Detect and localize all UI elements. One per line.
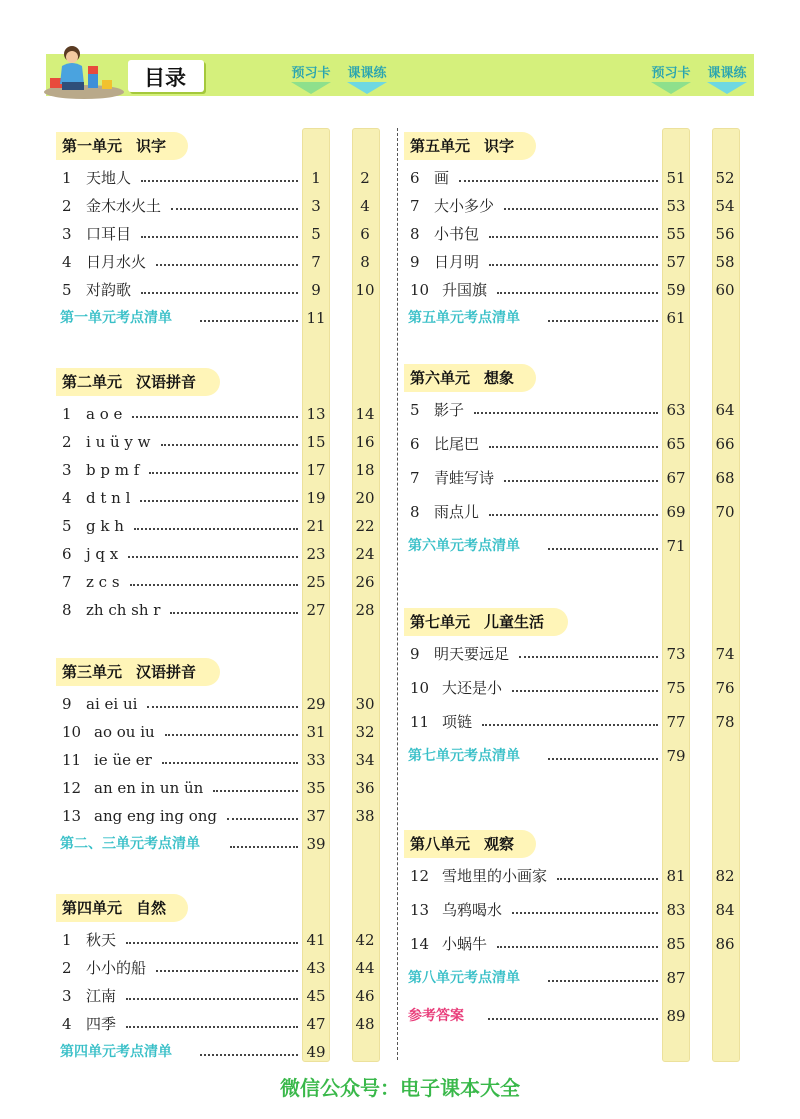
leader-dots <box>126 998 298 1000</box>
practice-page-number: 60 <box>715 281 735 299</box>
unit-number: 第一单元 <box>62 137 123 155</box>
unit-heading <box>404 608 568 636</box>
practice-page-number: 20 <box>355 489 375 507</box>
preview-page-number: 51 <box>666 169 686 187</box>
lesson-title: 青蛙写诗 <box>434 469 495 487</box>
practice-page-number: 44 <box>355 959 375 977</box>
unit-topic: 想象 <box>484 369 515 387</box>
unit-heading <box>56 658 220 686</box>
lesson-title: ang eng ing ong <box>94 807 218 825</box>
preview-page-number: 1 <box>311 169 321 187</box>
preview-page-number: 47 <box>306 1015 326 1033</box>
lesson-title: ao ou iu <box>94 723 155 741</box>
practice-page-number: 18 <box>355 461 375 479</box>
lesson-title: 雨点儿 <box>434 503 480 521</box>
lesson-number: 2 <box>62 433 72 451</box>
leader-dots <box>149 472 298 474</box>
lesson-number: 5 <box>410 401 420 419</box>
preview-page-number: 53 <box>666 197 686 215</box>
leader-dots <box>162 762 298 764</box>
preview-page-number: 55 <box>666 225 686 243</box>
lesson-number: 11 <box>62 751 82 769</box>
leader-dots <box>557 878 658 880</box>
leader-dots <box>474 412 658 414</box>
leader-dots <box>548 320 658 322</box>
lesson-number: 4 <box>62 253 72 271</box>
practice-tag: 课课练 <box>347 66 387 81</box>
preview-page-number: 29 <box>306 695 326 713</box>
preview-page-number: 63 <box>666 401 686 419</box>
unit-topic: 识字 <box>136 137 167 155</box>
lesson-title: 日月水火 <box>86 253 147 271</box>
lesson-title: 项链 <box>442 713 473 731</box>
summary-page-number: 39 <box>306 835 326 853</box>
toc-title: 目录 <box>144 66 186 90</box>
unit-topic: 识字 <box>484 137 515 155</box>
preview-page-number: 25 <box>306 573 326 591</box>
preview-page-number: 7 <box>311 253 321 271</box>
lesson-number: 8 <box>62 601 72 619</box>
practice-page-number: 10 <box>355 281 375 299</box>
lesson-number: 3 <box>62 987 72 1005</box>
lesson-title: 日月明 <box>434 253 480 271</box>
leader-dots <box>156 264 298 266</box>
unit-heading <box>404 830 536 858</box>
toc-title-box <box>128 60 204 92</box>
practice-page-number: 2 <box>360 169 370 187</box>
preview-page-number: 41 <box>306 931 326 949</box>
lesson-number: 9 <box>62 695 72 713</box>
preview-page-number: 43 <box>306 959 326 977</box>
preview-page-number: 37 <box>306 807 326 825</box>
unit-summary-link: 第八单元考点清单 <box>408 970 520 986</box>
lesson-title: 秋天 <box>86 931 117 949</box>
column-divider <box>397 128 398 1060</box>
leader-dots <box>548 548 658 550</box>
lesson-title: 对韵歌 <box>86 281 132 299</box>
lesson-number: 5 <box>62 281 72 299</box>
lesson-number: 10 <box>410 679 430 697</box>
lesson-title: i u ü y w <box>86 433 151 451</box>
leader-dots <box>141 180 298 182</box>
lesson-title: 大还是小 <box>442 679 503 697</box>
lesson-title: ie üe er <box>94 751 152 769</box>
practice-page-number: 8 <box>360 253 370 271</box>
lesson-number: 7 <box>62 573 72 591</box>
leader-dots <box>548 758 658 760</box>
leader-dots <box>140 500 298 502</box>
leader-dots <box>230 846 298 848</box>
unit-summary-link: 第四单元考点清单 <box>60 1044 172 1060</box>
leader-dots <box>504 480 658 482</box>
leader-dots <box>134 528 298 530</box>
practice-page-number: 16 <box>355 433 375 451</box>
practice-page-number: 6 <box>360 225 370 243</box>
child-playing-blocks-illustration <box>40 44 124 100</box>
lesson-title: 口耳目 <box>86 225 132 243</box>
lesson-number: 3 <box>62 225 72 243</box>
preview-page-number: 85 <box>666 935 686 953</box>
unit-heading <box>404 364 536 392</box>
lesson-number: 6 <box>410 169 420 187</box>
practice-page-number: 4 <box>360 197 370 215</box>
leader-dots <box>132 416 298 418</box>
leader-dots <box>497 946 658 948</box>
answer-page-number: 89 <box>666 1007 686 1025</box>
leader-dots <box>512 912 658 914</box>
lesson-number: 12 <box>410 867 430 885</box>
practice-arrow <box>347 82 387 94</box>
preview-card-arrow <box>291 82 331 94</box>
lesson-number: 7 <box>410 197 420 215</box>
lesson-number: 12 <box>62 779 82 797</box>
leader-dots <box>147 706 298 708</box>
unit-summary-link: 第六单元考点清单 <box>408 538 520 554</box>
lesson-title: 乌鸦喝水 <box>442 901 503 919</box>
unit-topic: 观察 <box>484 835 515 853</box>
practice-page-number: 34 <box>355 751 375 769</box>
practice-page-number: 82 <box>715 867 735 885</box>
lesson-title: an en in un ün <box>94 779 204 797</box>
leader-dots <box>126 942 298 944</box>
summary-page-number: 87 <box>666 969 686 987</box>
practice-arrow-right <box>707 82 747 94</box>
summary-page-number: 71 <box>666 537 686 555</box>
preview-page-number: 3 <box>311 197 321 215</box>
practice-tag-right: 课课练 <box>707 66 747 81</box>
lesson-number: 2 <box>62 959 72 977</box>
leader-dots <box>489 514 658 516</box>
preview-page-number: 73 <box>666 645 686 663</box>
lesson-number: 3 <box>62 461 72 479</box>
lesson-number: 6 <box>62 545 72 563</box>
leader-dots <box>482 724 658 726</box>
preview-page-number: 83 <box>666 901 686 919</box>
unit-number: 第七单元 <box>410 613 471 631</box>
unit-heading <box>56 894 188 922</box>
lesson-number: 1 <box>62 405 72 423</box>
lesson-title: ai ei ui <box>86 695 138 713</box>
leader-dots <box>504 208 658 210</box>
leader-dots <box>126 1026 298 1028</box>
leader-dots <box>213 790 298 792</box>
practice-page-number: 86 <box>715 935 735 953</box>
lesson-title: a o e <box>86 405 123 423</box>
preview-page-number: 31 <box>306 723 326 741</box>
leader-dots <box>170 612 298 614</box>
lesson-number: 1 <box>62 169 72 187</box>
preview-page-number: 27 <box>306 601 326 619</box>
lesson-title: 升国旗 <box>442 281 488 299</box>
practice-page-number: 28 <box>355 601 375 619</box>
preview-page-number: 13 <box>306 405 326 423</box>
leader-dots <box>165 734 298 736</box>
lesson-title: 雪地里的小画家 <box>442 867 548 885</box>
practice-page-number: 42 <box>355 931 375 949</box>
unit-topic: 儿童生活 <box>484 613 545 631</box>
lesson-title: 小小的船 <box>86 959 147 977</box>
preview-page-number: 21 <box>306 517 326 535</box>
lesson-title: 画 <box>434 169 450 187</box>
practice-page-number: 68 <box>715 469 735 487</box>
leader-dots <box>519 656 658 658</box>
lesson-title: 比尾巴 <box>434 435 480 453</box>
preview-page-number: 33 <box>306 751 326 769</box>
lesson-number: 11 <box>410 713 430 731</box>
lesson-number: 10 <box>62 723 82 741</box>
preview-page-number: 65 <box>666 435 686 453</box>
unit-summary-link: 第五单元考点清单 <box>408 310 520 326</box>
lesson-title: 明天要远足 <box>434 645 510 663</box>
practice-page-number: 36 <box>355 779 375 797</box>
lesson-title: 小书包 <box>434 225 480 243</box>
summary-page-number: 61 <box>666 309 686 327</box>
lesson-number: 8 <box>410 225 420 243</box>
leader-dots <box>489 236 658 238</box>
preview-page-number: 15 <box>306 433 326 451</box>
preview-page-number: 23 <box>306 545 326 563</box>
lesson-title: 江南 <box>86 987 117 1005</box>
unit-topic: 自然 <box>136 899 167 917</box>
lesson-title: 小蜗牛 <box>442 935 488 953</box>
lesson-number: 6 <box>410 435 420 453</box>
leader-dots <box>497 292 658 294</box>
practice-page-number: 58 <box>715 253 735 271</box>
preview-page-number: 77 <box>666 713 686 731</box>
lesson-number: 8 <box>410 503 420 521</box>
leader-dots <box>489 264 658 266</box>
unit-heading <box>404 132 536 160</box>
leader-dots <box>171 208 298 210</box>
unit-topic: 汉语拼音 <box>136 663 197 681</box>
unit-heading <box>56 132 188 160</box>
practice-page-number: 32 <box>355 723 375 741</box>
lesson-title: j q x <box>86 545 119 563</box>
preview-page-number: 69 <box>666 503 686 521</box>
leader-dots <box>200 320 298 322</box>
answer-key-link: 参考答案 <box>408 1008 464 1024</box>
practice-page-number: 70 <box>715 503 735 521</box>
unit-number: 第五单元 <box>410 137 471 155</box>
lesson-title: 金木水火土 <box>86 197 162 215</box>
leader-dots <box>161 444 298 446</box>
preview-page-number: 67 <box>666 469 686 487</box>
lesson-number: 4 <box>62 489 72 507</box>
leader-dots <box>130 584 298 586</box>
unit-number: 第四单元 <box>62 899 123 917</box>
footer-watermark: 微信公众号：电子课本大全 <box>280 1076 520 1100</box>
preview-page-number: 17 <box>306 461 326 479</box>
practice-page-number: 38 <box>355 807 375 825</box>
lesson-title: zh ch sh r <box>86 601 161 619</box>
practice-page-number: 48 <box>355 1015 375 1033</box>
unit-number: 第三单元 <box>62 663 123 681</box>
leader-dots <box>548 980 658 982</box>
preview-card-tag: 预习卡 <box>291 66 331 81</box>
lesson-title: z c s <box>86 573 120 591</box>
practice-page-number: 84 <box>715 901 735 919</box>
unit-summary-link: 第七单元考点清单 <box>408 748 520 764</box>
summary-page-number: 49 <box>306 1043 326 1061</box>
lesson-title: 大小多少 <box>434 197 495 215</box>
summary-page-number: 11 <box>306 309 326 327</box>
preview-page-number: 59 <box>666 281 686 299</box>
unit-number: 第八单元 <box>410 835 471 853</box>
preview-page-number: 57 <box>666 253 686 271</box>
practice-page-number: 74 <box>715 645 735 663</box>
summary-page-number: 79 <box>666 747 686 765</box>
leader-dots <box>512 690 658 692</box>
leader-dots <box>459 180 658 182</box>
leader-dots <box>227 818 298 820</box>
practice-page-number: 56 <box>715 225 735 243</box>
practice-page-number: 30 <box>355 695 375 713</box>
unit-topic: 汉语拼音 <box>136 373 197 391</box>
lesson-number: 10 <box>410 281 430 299</box>
leader-dots <box>128 556 298 558</box>
leader-dots <box>156 970 298 972</box>
preview-page-number: 9 <box>311 281 321 299</box>
practice-page-number: 52 <box>715 169 735 187</box>
preview-card-arrow-right <box>651 82 691 94</box>
practice-page-number: 24 <box>355 545 375 563</box>
lesson-title: d t n l <box>86 489 131 507</box>
lesson-title: 影子 <box>434 401 465 419</box>
unit-heading <box>56 368 220 396</box>
preview-page-number: 81 <box>666 867 686 885</box>
unit-summary-link: 第一单元考点清单 <box>60 310 172 326</box>
lesson-number: 7 <box>410 469 420 487</box>
lesson-title: g k h <box>86 517 124 535</box>
leader-dots <box>141 236 298 238</box>
practice-page-number: 22 <box>355 517 375 535</box>
lesson-number: 9 <box>410 645 420 663</box>
lesson-number: 5 <box>62 517 72 535</box>
practice-page-number: 46 <box>355 987 375 1005</box>
leader-dots <box>488 1018 658 1020</box>
practice-page-number: 54 <box>715 197 735 215</box>
preview-page-number: 19 <box>306 489 326 507</box>
leader-dots <box>141 292 298 294</box>
practice-page-number: 14 <box>355 405 375 423</box>
lesson-number: 1 <box>62 931 72 949</box>
practice-page-number: 76 <box>715 679 735 697</box>
preview-page-number: 75 <box>666 679 686 697</box>
practice-page-number: 64 <box>715 401 735 419</box>
practice-page-number: 26 <box>355 573 375 591</box>
practice-page-number: 78 <box>715 713 735 731</box>
preview-page-number: 35 <box>306 779 326 797</box>
lesson-title: b p m f <box>86 461 140 479</box>
unit-summary-link: 第二、三单元考点清单 <box>60 836 200 852</box>
lesson-number: 4 <box>62 1015 72 1033</box>
unit-number: 第六单元 <box>410 369 471 387</box>
leader-dots <box>489 446 658 448</box>
lesson-title: 四季 <box>86 1015 117 1033</box>
lesson-number: 14 <box>410 935 430 953</box>
lesson-number: 9 <box>410 253 420 271</box>
lesson-number: 13 <box>62 807 82 825</box>
practice-page-number: 66 <box>715 435 735 453</box>
unit-number: 第二单元 <box>62 373 123 391</box>
lesson-title: 天地人 <box>86 169 132 187</box>
lesson-number: 13 <box>410 901 430 919</box>
preview-page-number: 5 <box>311 225 321 243</box>
leader-dots <box>200 1054 298 1056</box>
preview-card-tag-right: 预习卡 <box>651 66 691 81</box>
preview-page-number: 45 <box>306 987 326 1005</box>
lesson-number: 2 <box>62 197 72 215</box>
